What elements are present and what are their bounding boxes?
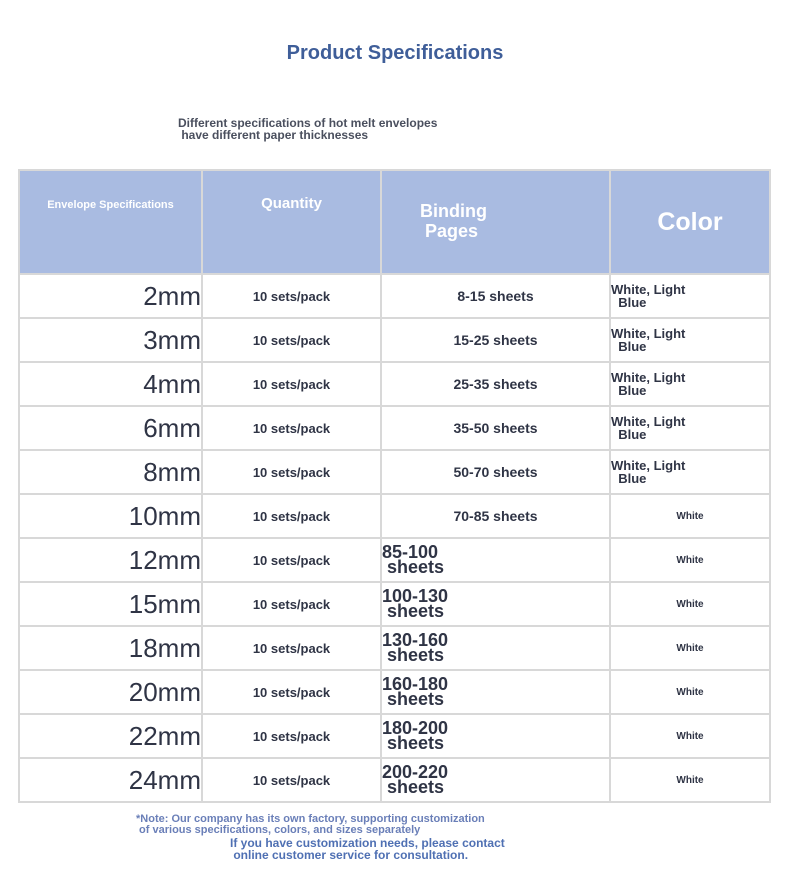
subtitle: Different specifications of hot melt envelopes have different paper thicknesses: [178, 116, 438, 142]
pages-cell: [381, 494, 610, 538]
size-cell-text: 4mm: [143, 368, 201, 399]
pages-cell-text: 50-70 sheets: [453, 464, 538, 480]
contact-note: If you have customization needs, please contact online customer service for consultation.: [230, 836, 505, 862]
header-color: Color: [610, 170, 770, 274]
pages-cell-text: 25-35 sheets: [453, 376, 538, 392]
table-row: [19, 582, 770, 626]
quantity-cell-text: 10 sets/pack: [252, 596, 331, 612]
quantity-cell-text: 10 sets/pack: [252, 552, 331, 568]
quantity-cell: [202, 714, 381, 758]
page-title: Product Specifications: [286, 42, 504, 64]
pages-cell: [381, 538, 610, 582]
table-row: [19, 274, 770, 318]
color-cell-text: White: [676, 642, 704, 654]
size-cell-text: 18mm: [128, 632, 201, 663]
header-pages: Binding Pages: [381, 170, 610, 274]
table-row: [19, 626, 770, 670]
pages-cell-text: 180-200 sheets: [382, 718, 449, 753]
color-cell: [610, 406, 770, 450]
color-cell: [610, 274, 770, 318]
color-cell: [610, 318, 770, 362]
pages-cell: [381, 406, 610, 450]
table-row: [19, 406, 770, 450]
color-cell: [610, 670, 770, 714]
quantity-cell: [202, 406, 381, 450]
size-cell-text: 20mm: [128, 676, 201, 707]
pages-cell: [381, 362, 610, 406]
color-cell-text: White: [676, 774, 704, 786]
quantity-cell: [202, 582, 381, 626]
quantity-cell-text: 10 sets/pack: [252, 772, 331, 788]
color-cell-text: White: [676, 510, 704, 522]
color-cell: [610, 626, 770, 670]
table-row: [19, 318, 770, 362]
color-cell: [610, 758, 770, 802]
pages-cell: [381, 274, 610, 318]
color-cell: [610, 362, 770, 406]
note-text: *Note: Our company has its own factory, supporting customization of various specifications, colors, and sizes separately: [136, 813, 485, 836]
pages-cell: [381, 450, 610, 494]
size-cell: [19, 362, 202, 406]
color-cell-text: White: [676, 598, 704, 610]
size-cell: [19, 582, 202, 626]
quantity-cell-text: 10 sets/pack: [252, 420, 331, 436]
size-cell: [19, 406, 202, 450]
size-cell: [19, 714, 202, 758]
pages-cell: [381, 758, 610, 802]
pages-cell-text: 15-25 sheets: [453, 332, 538, 348]
size-cell-text: 12mm: [128, 544, 201, 575]
pages-cell-text: 160-180 sheets: [382, 674, 449, 709]
quantity-cell: [202, 758, 381, 802]
size-cell-text: 2mm: [143, 280, 201, 311]
size-cell: [19, 758, 202, 802]
quantity-cell: [202, 494, 381, 538]
size-cell: [19, 318, 202, 362]
size-cell: [19, 626, 202, 670]
table-row: [19, 758, 770, 802]
quantity-cell-text: 10 sets/pack: [252, 684, 331, 700]
pages-cell-text: 200-220 sheets: [382, 762, 449, 797]
size-cell-text: 10mm: [128, 500, 201, 531]
header-row: [19, 170, 770, 274]
quantity-cell-text: 10 sets/pack: [252, 288, 331, 304]
table-row: [19, 450, 770, 494]
quantity-cell: [202, 626, 381, 670]
pages-cell: [381, 714, 610, 758]
color-cell-text: White, Light Blue: [611, 414, 686, 442]
quantity-cell-text: 10 sets/pack: [252, 376, 331, 392]
size-cell-text: 3mm: [143, 324, 201, 355]
color-cell: [610, 450, 770, 494]
color-cell-text: White, Light Blue: [611, 282, 686, 310]
pages-cell-text: 8-15 sheets: [457, 288, 534, 304]
pages-cell-text: 35-50 sheets: [453, 420, 538, 436]
pages-cell-text: 100-130 sheets: [382, 586, 449, 621]
quantity-cell-text: 10 sets/pack: [252, 728, 331, 744]
color-cell: [610, 714, 770, 758]
size-cell: [19, 538, 202, 582]
quantity-cell-text: 10 sets/pack: [252, 508, 331, 524]
pages-cell-text: 85-100 sheets: [382, 542, 445, 577]
table-row: [19, 494, 770, 538]
quantity-cell-text: 10 sets/pack: [252, 464, 331, 480]
color-cell: [610, 494, 770, 538]
pages-cell: [381, 670, 610, 714]
pages-cell-text: 70-85 sheets: [453, 508, 538, 524]
color-cell-text: White: [676, 686, 704, 698]
size-cell-text: 8mm: [143, 456, 201, 487]
size-cell: [19, 450, 202, 494]
size-cell-text: 15mm: [128, 588, 201, 619]
size-cell-text: 24mm: [128, 764, 201, 795]
table-row: [19, 362, 770, 406]
pages-cell: [381, 318, 610, 362]
quantity-cell-text: 10 sets/pack: [252, 640, 331, 656]
quantity-cell: [202, 670, 381, 714]
table-row: [19, 670, 770, 714]
color-cell-text: White: [676, 554, 704, 566]
header-qty: Quantity: [202, 170, 381, 274]
table-row: [19, 538, 770, 582]
color-cell-text: White, Light Blue: [611, 458, 686, 486]
pages-cell-text: 130-160 sheets: [382, 630, 449, 665]
size-cell-text: 22mm: [128, 720, 201, 751]
quantity-cell: [202, 538, 381, 582]
color-cell-text: White, Light Blue: [611, 370, 686, 398]
color-cell: [610, 538, 770, 582]
color-cell-text: White: [676, 730, 704, 742]
quantity-cell: [202, 450, 381, 494]
size-cell: [19, 274, 202, 318]
quantity-cell: [202, 274, 381, 318]
size-cell: [19, 494, 202, 538]
size-cell-text: 6mm: [143, 412, 201, 443]
quantity-cell-text: 10 sets/pack: [252, 332, 331, 348]
quantity-cell: [202, 318, 381, 362]
header-spec: Envelope Specifications: [19, 170, 202, 274]
pages-cell: [381, 626, 610, 670]
color-cell: [610, 582, 770, 626]
table-row: [19, 714, 770, 758]
size-cell: [19, 670, 202, 714]
color-cell-text: White, Light Blue: [611, 326, 686, 354]
pages-cell: [381, 582, 610, 626]
quantity-cell: [202, 362, 381, 406]
spec-table: [18, 169, 771, 803]
